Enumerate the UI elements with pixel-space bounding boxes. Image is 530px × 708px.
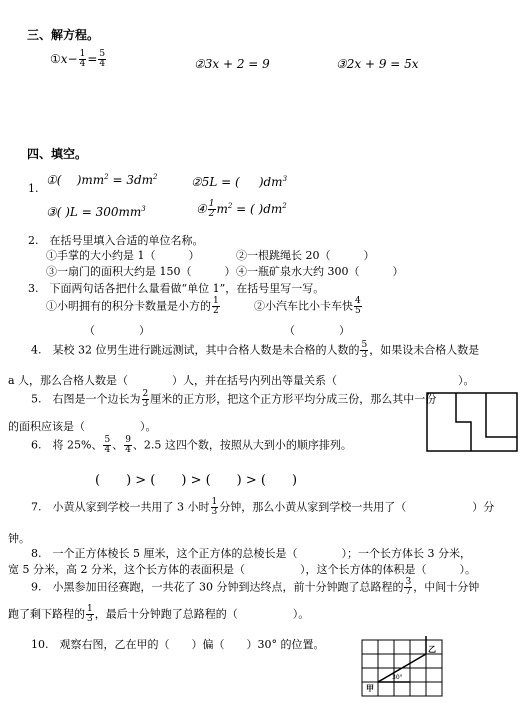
q1c: ③( )$L = 300mm^3$ [46,205,146,219]
q4-line2: a 人，那么合格人数是（ ）人，并在括号内列出等量关系（ ）。 [8,374,475,387]
q7-line1: 7. 小黄从家到学校一共用了 3 小时 $\frac{1}{3}$ 分钟，那么小黄从家到学校一共用了（ ）分 [31,497,495,517]
q8-line1: 8. 一个正方体棱长 5 厘米，这个正方体的总棱长是（ ）；一个长方体长 3 分米， [31,547,471,560]
q8-line2: 宽 5 分米，高 2 分米，这个长方体的表面积是（ ），这个长方体的体积是（ ）。 [8,563,476,576]
q2c: ③一扇门的面积大约是 150（ ） [46,265,236,278]
equation-2: ②3x + 2 = 9 [194,57,270,71]
q1b: ②5L = ( )$dm^3$ [191,175,288,189]
q2a: ①手掌的大小约是 1（ ） [46,249,200,262]
q2-title: 2. 在括号里填入合适的单位名称。 [28,234,204,247]
q1d: ④ $\frac{1}{2}$ $m^2$ = ( )$dm^2$ [196,199,287,219]
section4-title: 四、填空。 [27,147,88,161]
q9-line2: 跑了剩下路程的 $\frac{1}{3}$ ，最后十分钟跑了总路程的（ ）。 [8,604,310,624]
q2d: ④一瓶矿泉水大约 300（ ） [236,265,404,278]
q5-line1: 5. 右图是一个边长为 $\frac{2}{3}$ 厘米的正方形，把这个正方形平均分成三份，那么其中一份 [31,389,437,409]
section3-title: 三、解方程。 [27,28,100,42]
q3b: ②小汽车比小卡车快 $\frac{4}{5}$ [254,296,361,316]
q10-text: 10. 观察右图，乙在甲的（ ）偏（ ）30° 的位置。 [31,638,325,651]
q10-label-yi: 乙 [428,645,436,654]
q9-line1: 9. 小黑参加田径赛跑，一共花了 30 分钟到达终点，前十分钟跑了总路程的 $\frac{3}{7}$ ，中间十分钟 [31,577,480,597]
q6-order-blanks[interactable]: ( ) > ( ) > ( ) > ( ) [95,473,298,488]
q3a: ①小明拥有的积分卡数量是小方的 $\frac{1}{2}$ [46,296,219,316]
q1a: ①( )$mm^2 = 3dm^2$ [46,173,158,187]
q5-square-diagram [426,392,520,454]
q1-label: 1. [28,182,39,195]
q10-angle-label: 30° [392,674,403,681]
q7-line2: 钟。 [8,532,30,545]
q3b-bracket[interactable]: （ ） [284,324,350,337]
q2b: ②一根跳绳长 20（ ） [236,249,375,262]
equation-3: ③2x + 9 = 5x [336,57,419,71]
q3-title: 3. 下面两句话各把什么量看做“单位 1”，在括号里写一写。 [28,282,325,295]
q10-grid-diagram [358,636,448,700]
q3a-bracket[interactable]: （ ） [84,324,150,337]
q10-label-jia: 甲 [366,684,374,693]
q4-line1: 4. 某校 32 位男生进行跳远测试，其中合格人数是未合格的人数的 $\frac{5}{3}$ ，如果设未合格人数是 [31,340,480,360]
q6-line1: 6. 将 25%、 $\frac{5}{4}$ 、 $\frac{9}{4}$ 、2.5 这四个数，按照从大到小的顺序排列。 [31,435,352,455]
equation-1: ①x− $\frac{1}{4}$ = $\frac{5}{4}$ [50,49,106,69]
q5-line2: 的面积应该是（ ）。 [8,420,157,433]
